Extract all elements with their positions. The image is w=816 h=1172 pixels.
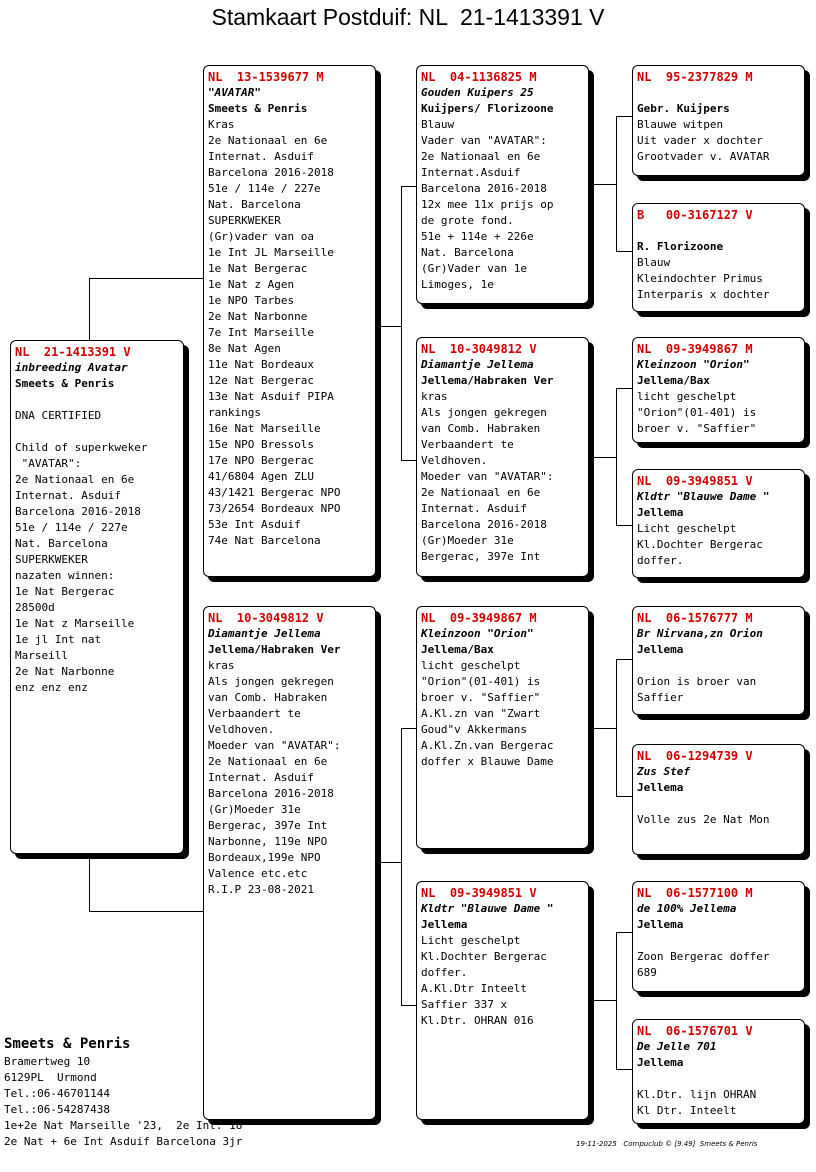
card-text-line: 2e Nat Narbonne [15,665,115,678]
connector-line [89,278,90,340]
pigeon-card-ggp-1[interactable] [632,65,805,176]
connector-line [376,862,401,863]
connector-line [589,184,616,185]
connector-line [616,388,617,526]
pigeon-name: Zus Stef [637,765,690,778]
owner-achievement-2: 2e Nat + 6e Int Asduif Barcelona 3jr [4,1135,243,1148]
card-text-line: Kl.Dochter Bergerac [421,950,547,963]
ring-number: NL 04-1136825 M [421,70,537,84]
breeder-name: Jellema [637,506,684,519]
pigeon-name: Kleinzoon "Orion" [421,627,534,640]
breeder-name: Jellema/Habraken Ver [208,643,341,656]
card-text-line: 28500d [15,601,55,614]
card-text-line [15,424,179,440]
card-text-line: Veldhoven. [421,454,488,467]
owner-block [4,1034,242,1150]
card-text-line: R.I.P 23-08-2021 [208,883,314,896]
ring-number: NL 06-1576777 M [637,611,753,625]
card-text-line: SUPERKWEKER [208,214,281,227]
card-text-line: broer v. "Saffier" [637,422,757,435]
card-text-line: 12x mee 11x prijs op [421,198,554,211]
pigeon-card-ggp-8[interactable] [632,1019,805,1124]
ring-number: NL 06-1577100 M [637,886,753,900]
card-text-line: doffer. [421,966,468,979]
card-text-line: kras [208,659,235,672]
breeder-name: Jellema [637,1056,684,1069]
card-text-line: A.Kl.Dtr Inteelt [421,982,527,995]
connector-line [616,932,617,1070]
breeder-name: Jellema [421,918,468,931]
connector-line [616,659,617,797]
connector-line [401,1005,417,1006]
card-text-line: Nat. Barcelona [15,537,108,550]
pigeon-card-maternal-grandmother[interactable] [416,881,589,1120]
breeder-name: Smeets & Penris [208,102,308,115]
pigeon-name: Diamantje Jellema [421,358,534,371]
breeder-name: Gebr. Kuijpers [637,102,730,115]
breeder-name: Smeets & Penris [15,377,115,390]
connector-line [376,326,401,327]
card-text-line: Internat. Asduif [421,502,527,515]
card-text-line: Bergerac, 397e Int [208,819,328,832]
pigeon-name: De Jelle 701 [637,1040,717,1053]
card-text-line: 1e NPO Tarbes [208,294,295,307]
card-text-line: Barcelona 2016-2018 [421,182,547,195]
pigeon-name: Diamantje Jellema [208,627,321,640]
card-text-line: Kras [208,118,235,131]
card-text-line: rankings [208,406,261,419]
pigeon-name: Kldtr "Blauwe Dame " [421,902,554,915]
card-text-line: Nat. Barcelona [421,246,514,259]
breeder-name: Jellema/Bax [637,374,710,387]
card-text-line: Nat. Barcelona [208,198,301,211]
card-text-line: Interparis x dochter [637,288,770,301]
breeder-name: Jellema/Habraken Ver [421,374,554,387]
pigeon-card-subject[interactable] [10,340,184,854]
ring-number: NL 10-3049812 V [208,611,324,625]
card-text-line: Saffier [637,691,684,704]
owner-postal-city: 6129PL Urmond [4,1071,97,1084]
connector-line [589,457,616,458]
card-text-line: Internat. Asduif [208,150,314,163]
connector-line [589,728,616,729]
card-text-line: Barcelona 2016-2018 [15,505,141,518]
owner-phone-2: Tel.:06-54287438 [4,1103,110,1116]
card-text-line: Blauw [637,256,671,269]
owner-address: Bramertweg 10 [4,1055,91,1068]
card-text-line [637,933,800,949]
ring-number: B 00-3167127 V [637,208,753,222]
card-text-line: doffer x Blauwe Dame [421,755,554,768]
pigeon-card-paternal-grandfather[interactable] [416,65,589,304]
card-text-line: Narbonne, 119e NPO [208,835,328,848]
card-text-line: "AVATAR": [15,457,82,470]
card-text-line: (Gr)Vader van 1e [421,262,527,275]
card-text-line: doffer. [637,554,684,567]
card-text-line [637,1071,800,1087]
card-text-line: Zoon Bergerac doffer [637,950,770,963]
card-text-line: 8e Nat Agen [208,342,281,355]
card-text-line: de grote fond. [421,214,514,227]
card-text-line [637,223,800,239]
card-text-line: Kl.Dtr. lijn OHRAN [637,1088,757,1101]
owner-phone-1: Tel.:06-46701144 [4,1087,110,1100]
pigeon-name: inbreeding Avatar [15,361,128,374]
card-text-line: enz enz enz [15,681,88,694]
card-text-line: 16e Nat Marseille [208,422,321,435]
breeder-name: R. Florizoone [637,240,724,253]
card-text-line: 51e / 114e / 227e [208,182,321,195]
breeder-name: Jellema [637,918,684,931]
card-text-line: Als jongen gekregen [421,406,547,419]
card-text-line: Internat. Asduif [15,489,121,502]
ring-number: NL 13-1539677 M [208,70,324,84]
card-text-line: Limoges, 1e [421,278,494,291]
card-text-line: 1e Nat z Agen [208,278,295,291]
footer-credit: 19-11-2025 Compuclub © [9.49] Smeets & Penris [576,1140,758,1148]
card-text-line: (Gr)Moeder 31e [421,534,514,547]
pigeon-name: de 100% Jellema [637,902,737,915]
pigeon-card-ggp-4[interactable] [632,469,805,578]
card-text-line: A.Kl.Zn.van Bergerac [421,739,554,752]
pigeon-name: Gouden Kuipers 25 [421,86,534,99]
card-text-line: Saffier 337 x [421,998,508,1011]
card-text-line: Blauwe witpen [637,118,724,131]
card-text-line: Grootvader v. AVATAR [637,150,770,163]
card-text-line: Verbaandert te [208,707,301,720]
card-text-line: 2e Nationaal en 6e [208,134,328,147]
breeder-name: Kuijpers/ Florizoone [421,102,554,115]
pigeon-card-ggp-5[interactable] [632,606,805,715]
card-text-line: 74e Nat Barcelona [208,534,321,547]
card-text-line: SUPERKWEKER [15,553,88,566]
card-text-line: Barcelona 2016-2018 [421,518,547,531]
owner-achievement-1: 1e+2e Nat Marseille '23, 2e Int.'18 [4,1119,243,1132]
connector-line [401,728,417,729]
card-text-line: A.Kl.zn van "Zwart [421,707,541,720]
card-text-line: licht geschelpt [421,659,521,672]
card-text-line: 15e NPO Bressols [208,438,314,451]
card-text-line: 1e Nat z Marseille [15,617,135,630]
card-text-line: kras [421,390,448,403]
card-text-line: nazaten winnen: [15,569,115,582]
pigeon-card-maternal-grandfather[interactable] [416,606,589,849]
card-text-line: Kleindochter Primus [637,272,763,285]
connector-line [401,186,417,187]
card-text-line: 51e + 114e + 226e [421,230,534,243]
card-text-line: "Orion"(01-401) is [637,406,757,419]
card-text-line: (Gr)vader van oa [208,230,314,243]
card-text-line: Barcelona 2016-2018 [208,166,334,179]
card-text-line: Vader van "AVATAR": [421,134,547,147]
connector-line [89,278,203,279]
card-text-line: 41/6804 Agen ZLU [208,470,314,483]
connector-line [89,911,203,912]
card-text-line: Orion is broer van [637,675,757,688]
card-text-line: licht geschelpt [637,390,737,403]
card-text-line [637,658,800,674]
connector-line [616,932,632,933]
card-text-line: Kl.Dtr. OHRAN 016 [421,1014,534,1027]
connector-line [616,388,632,389]
card-text-line: Volle zus 2e Nat Mon [637,813,770,826]
pigeon-card-ggp-7[interactable] [632,881,805,992]
connector-line [401,460,417,461]
card-text-line: 1e Int JL Marseille [208,246,334,259]
ring-number: NL 10-3049812 V [421,342,537,356]
card-text-line: 43/1421 Bergerac NPO [208,486,341,499]
card-text-line: Internat. Asduif [208,771,314,784]
breeder-name: Jellema/Bax [421,643,494,656]
card-text-line [637,85,800,101]
connector-line [401,728,402,1006]
card-text-line: 73/2654 Bordeaux NPO [208,502,341,515]
connector-line [616,659,632,660]
card-text-line [15,392,179,408]
pigeon-card-father[interactable] [203,65,376,577]
pigeon-name: "AVATAR" [208,86,261,99]
pigeon-name: Kldtr "Blauwe Dame " [637,490,770,503]
card-text-line: Valence etc.etc [208,867,308,880]
card-text-line: broer v. "Saffier" [421,691,541,704]
connector-line [616,1069,632,1070]
breeder-name: Jellema [637,643,684,656]
connector-line [589,1000,616,1001]
card-text-line: 17e NPO Bergerac [208,454,314,467]
card-text-line: 2e Nationaal en 6e [421,486,541,499]
pigeon-card-ggp-2[interactable] [632,203,805,312]
card-text-line: 12e Nat Bergerac [208,374,314,387]
card-text-line: 2e Nationaal en 6e [15,473,135,486]
ring-number: NL 09-3949851 V [421,886,537,900]
ring-number: NL 21-1413391 V [15,345,131,359]
card-text-line: 2e Nationaal en 6e [208,755,328,768]
connector-line [616,796,632,797]
card-text-line: 1e jl Int nat [15,633,102,646]
ring-number: NL 06-1294739 V [637,749,753,763]
card-text-line: Moeder van "AVATAR": [208,739,341,752]
card-text-line: van Comb. Habraken [421,422,541,435]
ring-number: NL 09-3949867 M [421,611,537,625]
connector-line [401,186,402,461]
connector-line [616,251,632,252]
pigeon-card-ggp-6[interactable] [632,744,805,855]
card-text-line: Blauw [421,118,455,131]
card-text-line: Goud"v Akkermans [421,723,527,736]
owner-name: Smeets & Penris [4,1036,131,1052]
connector-line [89,854,90,912]
card-text-line: van Comb. Habraken [208,691,328,704]
connector-line [616,116,632,117]
pigeon-name: Kleinzoon "Orion" [637,358,750,371]
card-text-line: Licht geschelpt [637,522,737,535]
card-text-line: Marseill [15,649,68,662]
card-text-line: Internat.Asduif [421,166,521,179]
card-text-line: Bordeaux,199e NPO [208,851,321,864]
card-text-line: Bergerac, 397e Int [421,550,541,563]
ring-number: NL 09-3949867 M [637,342,753,356]
card-text-line: Child of superkweker [15,441,148,454]
card-text-line: 689 [637,966,657,979]
card-text-line: (Gr)Moeder 31e [208,803,301,816]
card-text-line: Veldhoven. [208,723,275,736]
card-text-line: Als jongen gekregen [208,675,334,688]
ring-number: NL 95-2377829 M [637,70,753,84]
card-text-line: DNA CERTIFIED [15,409,102,422]
connector-line [616,116,617,252]
card-text-line: Verbaandert te [421,438,514,451]
ring-number: NL 09-3949851 V [637,474,753,488]
card-text-line: 13e Nat Asduif PIPA [208,390,334,403]
pigeon-card-ggp-3[interactable] [632,337,805,443]
card-text-line: 51e / 114e / 227e [15,521,128,534]
card-text-line: 53e Int Asduif [208,518,301,531]
page-title: Stamkaart Postduif: NL 21-1413391 V [211,4,605,30]
card-text-line: 1e Nat Bergerac [15,585,115,598]
pigeon-name: Br Nirvana,zn Orion [637,627,763,640]
card-text-line: Kl.Dochter Bergerac [637,538,763,551]
card-text-line: Barcelona 2016-2018 [208,787,334,800]
card-text-line: 2e Nat Narbonne [208,310,308,323]
card-text-line [637,796,800,812]
card-text-line: Licht geschelpt [421,934,521,947]
breeder-name: Jellema [637,781,684,794]
card-text-line: 7e Int Marseille [208,326,314,339]
card-text-line: Uit vader x dochter [637,134,763,147]
ring-number: NL 06-1576701 V [637,1024,753,1038]
card-text-line: 2e Nationaal en 6e [421,150,541,163]
card-text-line: 11e Nat Bordeaux [208,358,314,371]
card-text-line: 1e Nat Bergerac [208,262,308,275]
pigeon-card-paternal-grandmother[interactable] [416,337,589,577]
card-text-line: Kl Dtr. Inteelt [637,1104,737,1117]
card-text-line: "Orion"(01-401) is [421,675,541,688]
card-text-line: Moeder van "AVATAR": [421,470,554,483]
connector-line [616,525,632,526]
